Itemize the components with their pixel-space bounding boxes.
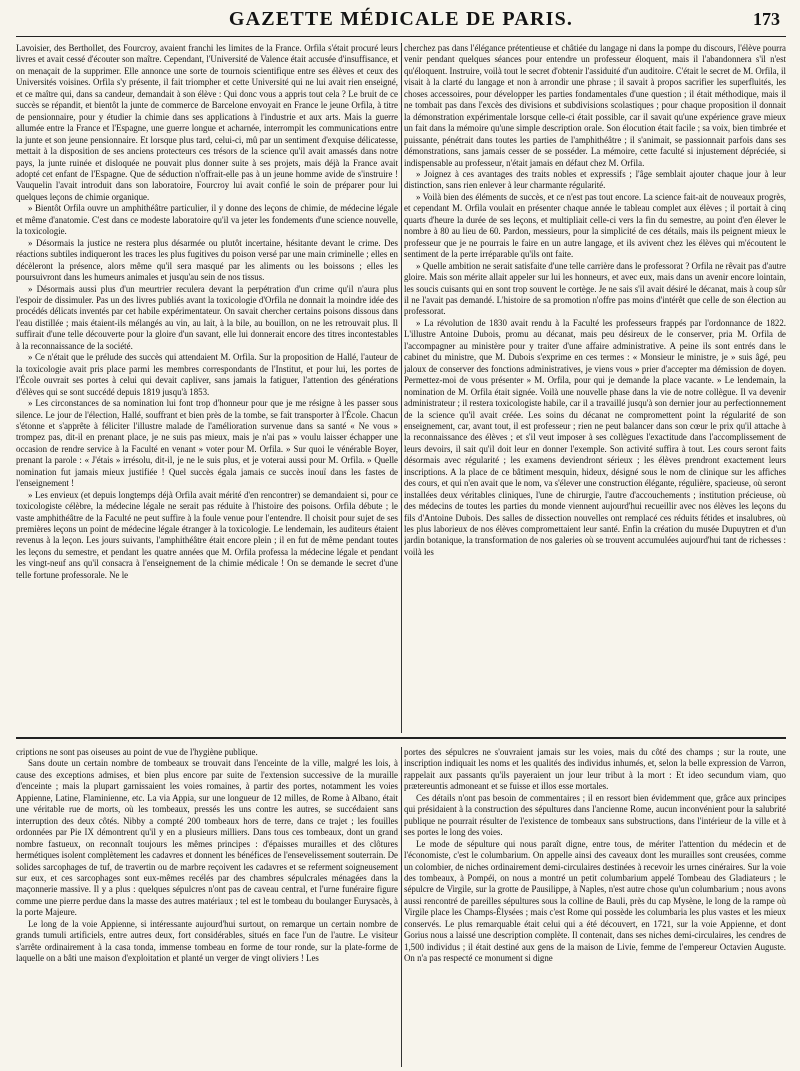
paragraph: Lavoisier, des Berthollet, des Fourcroy, avaient franchi les limites de la France. Orfila s'était procuré leurs livres et avait cessé d'écouter son maître. Cependant, l'Université de Valence était accusée d'insuffisance, et on menaçait de la supprimer. Elle annonce une sorte de tournois scientifique entre ses élèves et ceux des Universités voisines. Orfila s'y présente, il fait triompher et cette Université qui ne lui avait rien enseigné, et ce maître qui, dans sa candeur, demandait à son élève : Qui donc vous a appris tout cela ? Le bruit de ce succès se répandit, et bientôt la junte de commerce de Barcelone envoyait en France le jeune Orfila, à titre de pensionnaire, pour y étudier la chimie dans ses applications à l'industrie et aux arts. Mais la guerre allumée entre la France et l'Espagne, une guerre longue et acharnée, interrompit les communications entre la junte et son jeune pensionnaire. Et lorsque plus tard, celui-ci, mû par un sentiment d'exquise délicatesse, mettait à la disposition de ses anciens protecteurs ces trésors de la science qu'il avait amassés dans notre pays, la junte ruinée et disloquée ne pouvait plus donner suite à ses projets, mais déjà la France avait adopté cet enfant de l'Espagne. Que de séduction n'offrait-elle pas à un jeune homme avide de s'instruire ! Vauquelin l'avait introduit dans son laboratoire, Fourcroy lui avait confié le soin de préparer pour lui quelques leçons de chimie organique.: [16, 43, 398, 202]
paragraph: » Ce n'était que le prélude des succès qui attendaient M. Orfila. Sur la proposition de Hallé, l'auteur de la toxicologie avait pris place parmi les membres correspondants de l'Institut, et pour lui, les portes de l'École ouvrait ses portes à celui qui devait capliver, sans jamais la fatiguer, l'attention des générations d'élèves qui se sont succédé depuis 1819 jusqu'à 1853.: [16, 352, 398, 397]
paragraph: » Quelle ambition ne serait satisfaite d'une telle carrière dans le professorat ? Orfila ne rêvait pas d'autre gloire. Mais son mérite allait appeler sur lui les honneurs, et avec eux, mais dans un avenir encore lointain, les soucis cuisants qui en sont trop souvent le cortège. Je ne sais s'il avait désiré le décanat, mais à coup sûr il ne l'avait pas demandé. L'histoire de sa promotion n'offre pas moins d'intérêt que celle de son élection au professorat.: [404, 260, 786, 317]
lower-article: [16, 747, 786, 1067]
lower-left-column: [16, 747, 398, 1067]
paragraph: Le mode de sépulture qui nous paraît digne, entre tous, de mériter l'attention du médecin et de l'économiste, c'est le columbarium. On appelle ainsi des caveaux dont les murailles sont creusées, comme un colombier, de niches ordinairement demi-circulaires destinées à recevoir les urnes cinéraires. Sur la voie des tombeaux, à Pompéi, on nous a montré un petit columbarium appelé Tombeau des Gladiateurs ; le sépulcre de Virgile, sur la grotte de Pausilippe, à Naples, n'est autre chose qu'un columbarium ; nous avons aussi rencontré de pareilles sépultures sous la colline de Bauli, près du cap Mysène, le long de la rampe où Virgile place les Champs-Élysées ; mais c'est Rome qui possède les columbaria les plus vastes et les mieux conservés. Le plus remarquable était celui qui a été découvert, en 1721, sur la voie Appienne, et dont Gorius nous a laissé une description complète. Il contenait, dans ses niches demi-circulaires, les cendres de 1,500 individus ; il était destiné aux gens de la maison de Livie, femme de l'empereur Octavien Auguste. On n'a pas respecté ce monument si digne: [404, 838, 786, 964]
paragraph: » Joignez à ces avantages des traits nobles et expressifs ; l'âge semblait ajouter chaque jour à leur distinction, sans rien enlever à leur charmante régularité.: [404, 168, 786, 191]
paragraph: » Les circonstances de sa nomination lui font trop d'honneur pour que je me résigne à les passer sous silence. Le jour de l'élection, Hallé, souffrant et bien près de la tombe, se fait transporter à l'École. Chacun s'étonne et s'apprête à féliciter l'illustre malade de l'amélioration survenue dans sa santé « Ne vous » trompez pas, dit-il en prenant place, je ne suis pas mieux, mais je n'ai pas » voulu laisser échapper une occasion de rendre service à la Faculté en venant » voter pour M. Orfila. » Sur quoi le vénérable Boyer, prenant la parole : « J'étais » irrésolu, dit-il, je ne le suis plus, et je voterai aussi pour M. Orfila. » Quelle nomination fut jamais mieux justifiée ! Quel succès égala jamais ce succès inouï dans les fastes de l'enseignement !: [16, 398, 398, 489]
paragraph: Sans doute un certain nombre de tombeaux se trouvait dans l'enceinte de la ville, malgré les lois, à cause des exceptions admises, et bien plus encore par suite de l'extension successive de la muraille d'enceinte ; mais la plupart garnissaient les voies romaines, à partir des portes, notamment les voies Appienne, Latine, Flaminienne, etc. La via Appia, sur une longueur de 12 milles, de Rome à Albano, était une véritable rue de morts, où les tombeaux, pressés les uns contre les autres, se succédaient sans interruption des deux côtés. Nibby a compté 200 tombeaux hors de terre, dans ce trajet ; les fouilles ordonnées par Pie IX démontrent qu'il y en a plusieurs milliers. Dans tous ces tombeaux, dont un grand nombre fastueux, on reconnaît toujours les mêmes principes : d'épaisses murailles et des clôtures hermétiques isolent complètement les cadavres et donnent les bénéfices de l'ensevelissement souterrain. De solides sarcophages de tuf, de travertin ou de marbre reçoivent les cadavres et se referment soigneusement sur eux, et ces sarcophages sont eux-mêmes recélés par des chambres sépulcrales ménagées dans la maçonnerie massive. Il y a plus : quelques sépulcres n'ont pas de caveau central, et l'urne funéraire figure comme une pierre perdue dans la masse des autres matériaux ; tel est le tombeau du boulanger Eurysacès, à la porte Majeure.: [16, 758, 398, 918]
paragraph: cherchez pas dans l'élégance prétentieuse et châtiée du langage ni dans la pompe du discours, l'élève pourra venir pendant quelques séances pour entendre un professeur éloquent, mais il l'abandonnera s'il n'est qu'éloquent. Instruire, voilà tout le secret d'obtenir l'assiduité d'un auditoire. C'était le secret de M. Orfila, il visait à la clarté du langage et non à arrondir une phrase ; il savait à propos sacrifier les superfluités, les choses accessoires, pour développer les parties fondamentales d'une question ; il était méthodique, mais il ne tombait pas dans l'excès des divisions et subdivisions scolastiques ; pour chaque proposition il donnait la démonstration expérimentale lorsque celle-ci était possible, car il savait qu'une expérience grave mieux un fait dans la mémoire qu'une simple description orale. Son élocution était facile ; sa voix, bien timbrée et puissante, pénétrait dans toutes les parties de l'amphithéâtre ; il s'animait, se passionnait parfois dans ses démonstrations, sans jamais cesser de se posséder. La mémoire, cette faculté si injustement dépréciée, si indispensable au professeur, n'était jamais en défaut chez M. Orfila.: [404, 43, 786, 168]
paragraph: » Voilà bien des éléments de succès, et ce n'est pas tout encore. La science fait-ait de nouveaux progrès, et cependant M. Orfila voulait en présenter chaque année le tableau complet aux élèves ; il portait à cinq quarts d'heure la durée de ses leçons, et multipliait celle-ci vers la fin du semestre, au point d'en élever le nombre à 80 au lieu de 60. Pardon, messieurs, pour la simplicité de ces détails, mais ils peignent mieux le professeur que je ne pourrais le faire en un autre langage, et ils avivent chez les élèves qui m'écoutent le sentiment de la perte irréparable qu'ils ont faite.: [404, 191, 786, 260]
section-rule: [16, 737, 786, 739]
page-header: [16, 8, 786, 37]
paragraph: » Les envieux (et depuis longtemps déjà Orfila avait mérité d'en rencontrer) se demandaient si, pour ce toxicologiste célèbre, la médecine légale ne serait pas réduite à l'histoire des poisons. Orfila débute ; le vaste amphithéâtre de la Faculté ne peut suffire à la foule venue pour l'entendre. Il choisit pour sujet de ses premières leçons un point de médecine légale étranger à la toxicologie. Le lendemain, les auditeurs étaient revenus à la leçon. Les jours suivants, l'amphithéâtre était encore plein ; il en fut de même pendant toutes les leçons du semestre, et pendant les quatre années que M. Orfila professa la médecine légale et pendant les vingt-neuf ans qu'il consacra à l'enseignement de la chimie médicale ! On se demande le secret d'une telle fortune professorale. Ne le: [16, 489, 398, 580]
journal-title: GAZETTE MÉDICALE DE PARIS.: [228, 8, 574, 30]
lower-right-column: [404, 747, 786, 1067]
paragraph: » La révolution de 1830 avait rendu à la Faculté les professeurs frappés par l'ordonnance de 1822. L'illustre Antoine Dubois, promu au décanat, mais peu désireux de le conserver, pria M. Orfila de l'accompagner au ministère pour y traiter d'une affaire administrative. A peine ils sont entrés dans le cabinet du ministre, que M. Dubois s'exprime en ces termes : « Monsieur le ministre, je » suis âgé, peu jaloux de conserver des fonctions administratives, je viens vous » prier d'accepter ma démission de doyen. Permettez-moi de vous présenter » M. Orfila, pour qui je demande la place vacante. » Le lendemain, la nomination de M. Orfila était signée. Voilà une nouvelle phase dans la vie de notre collègue. Il va devenir administrateur ; il restera toxicologiste habile, car il a travaillé jusqu'à son dernier jour au perfectionnement de la science qu'il avait créée. Les soins du décanat ne compromettent point la régularité de son enseignement, car, avant tout, il est professeur ; rien ne peut balancer dans son cœur le prix qu'il attache à la reconnaissance des élèves ; et s'il veut imposer à ses collègues l'exactitude dans l'accomplissement de leurs devoirs, il sait qu'il doit leur en donner l'exemple. Son activité suffira à tout. Les cours seront faits désormais avec régularité ; les examens deviendront sérieux ; les élèves prendront exactement leurs inscriptions. A la place de ce bâtiment mesquin, hideux, désigné sous le nom de clinique sur les affiches des cours, et qui n'en avait que le nom, va s'élever une construction élégante, régulière, spacieuse, où seront installées deux véritables cliniques, l'une de chirurgie, l'autre d'accouchements ; institution précieuse, où des médecins de toutes les parties du monde viennent aujourd'hui recueillir avec nos élèves les leçons du fils d'Antoine Dubois. Des salles de dissection nouvelles ont remplacé ces réduits fétides et insalubres, où les plus laborieux de nos élèves compromettaient leur santé. Enfin la création du musée Dupuytren et d'un jardin botanique, la transformation de nos galeries où se trouvent accumulées aujourd'hui tant de richesses : voilà les: [404, 317, 786, 557]
column-rule: [401, 747, 402, 1067]
upper-right-column: [404, 43, 786, 733]
upper-left-column: [16, 43, 398, 733]
paragraph: Ces détails n'ont pas besoin de commentaires ; il en ressort bien évidemment que, grâce aux principes qui présidaient à la construction des sépultures dans l'ancienne Rome, aucun inconvénient pour la salubrité publique ne pourrait résulter de l'existence de tombeaux sans substructions, dans l'intérieur de la ville et à ses portes le long des voies.: [404, 792, 786, 838]
paragraph: » Bientôt Orfila ouvre un amphithéâtre particulier, il y donne des leçons de chimie, de médecine légale et même d'anatomie. C'est dans ce modeste laboratoire qu'il va jeter les fondements d'une science nouvelle, la toxicologie.: [16, 203, 398, 237]
upper-article: [16, 43, 786, 733]
paragraph: portes des sépulcres ne s'ouvraient jamais sur les voies, mais du côté des champs ; sur la route, une inscription indiquait les noms et les qualités des individus inhumés, et, selon la belle expression de Varron, rappelait aux passants qu'ils payeraient un jour leur tribut à la mort : Et ideo secundum viam, quo prætereuntis admoneant et se fuisse et illos esse mortales.: [404, 747, 786, 792]
paragraph: Le long de la voie Appienne, si intéressante aujourd'hui surtout, on remarque un certain nombre de grands tumuli artificiels, entre autres deux, fort considérables, situés en face l'un de l'autre. Le visiteur s'arrête ordinairement à la casa tonda, immense tombeau en forme de tour ronde, sur la plate-forme de laquelle on a bâti une maison d'exploitation et planté un verger de vingt oliviers ! Les: [16, 918, 398, 964]
page-number: 173: [753, 9, 780, 29]
paragraph: criptions ne sont pas oiseuses au point de vue de l'hygiène publique.: [16, 747, 258, 757]
paragraph: » Désormais la justice ne restera plus désarmée ou plutôt incertaine, hésitante devant le crime. Des réactions subtiles indiqueront les traces les plus fugitives du poison versé par une main criminelle ; elles en décèleront la présence, alors même qu'il sera masqué par les aliments ou les boissons ; elles les poursuivront dans les humeurs animales et jusqu'au sein de nos tissus.: [16, 237, 398, 283]
paragraph: » Désormais aussi plus d'un meurtrier reculera devant la perpétration d'un crime qu'il n'aura plus l'espoir de dissimuler. Pas un des livres publiés avant la toxicologie d'Orfila ne donnait la moindre idée des procédés délicats inventés par cet habile expérimentateur. On savait chercher certains poisons dissous dans l'eau distillée ; mais étaient-ils mélangés au vin, au lait, à la bile, au bouillon, on ne les retrouvait plus. Il suffirait d'une telle découverte pour la gloire d'un savant, elle lui donnerait encore des titres incontestables à la reconnaissance de la société.: [16, 283, 398, 351]
column-rule: [401, 43, 402, 733]
